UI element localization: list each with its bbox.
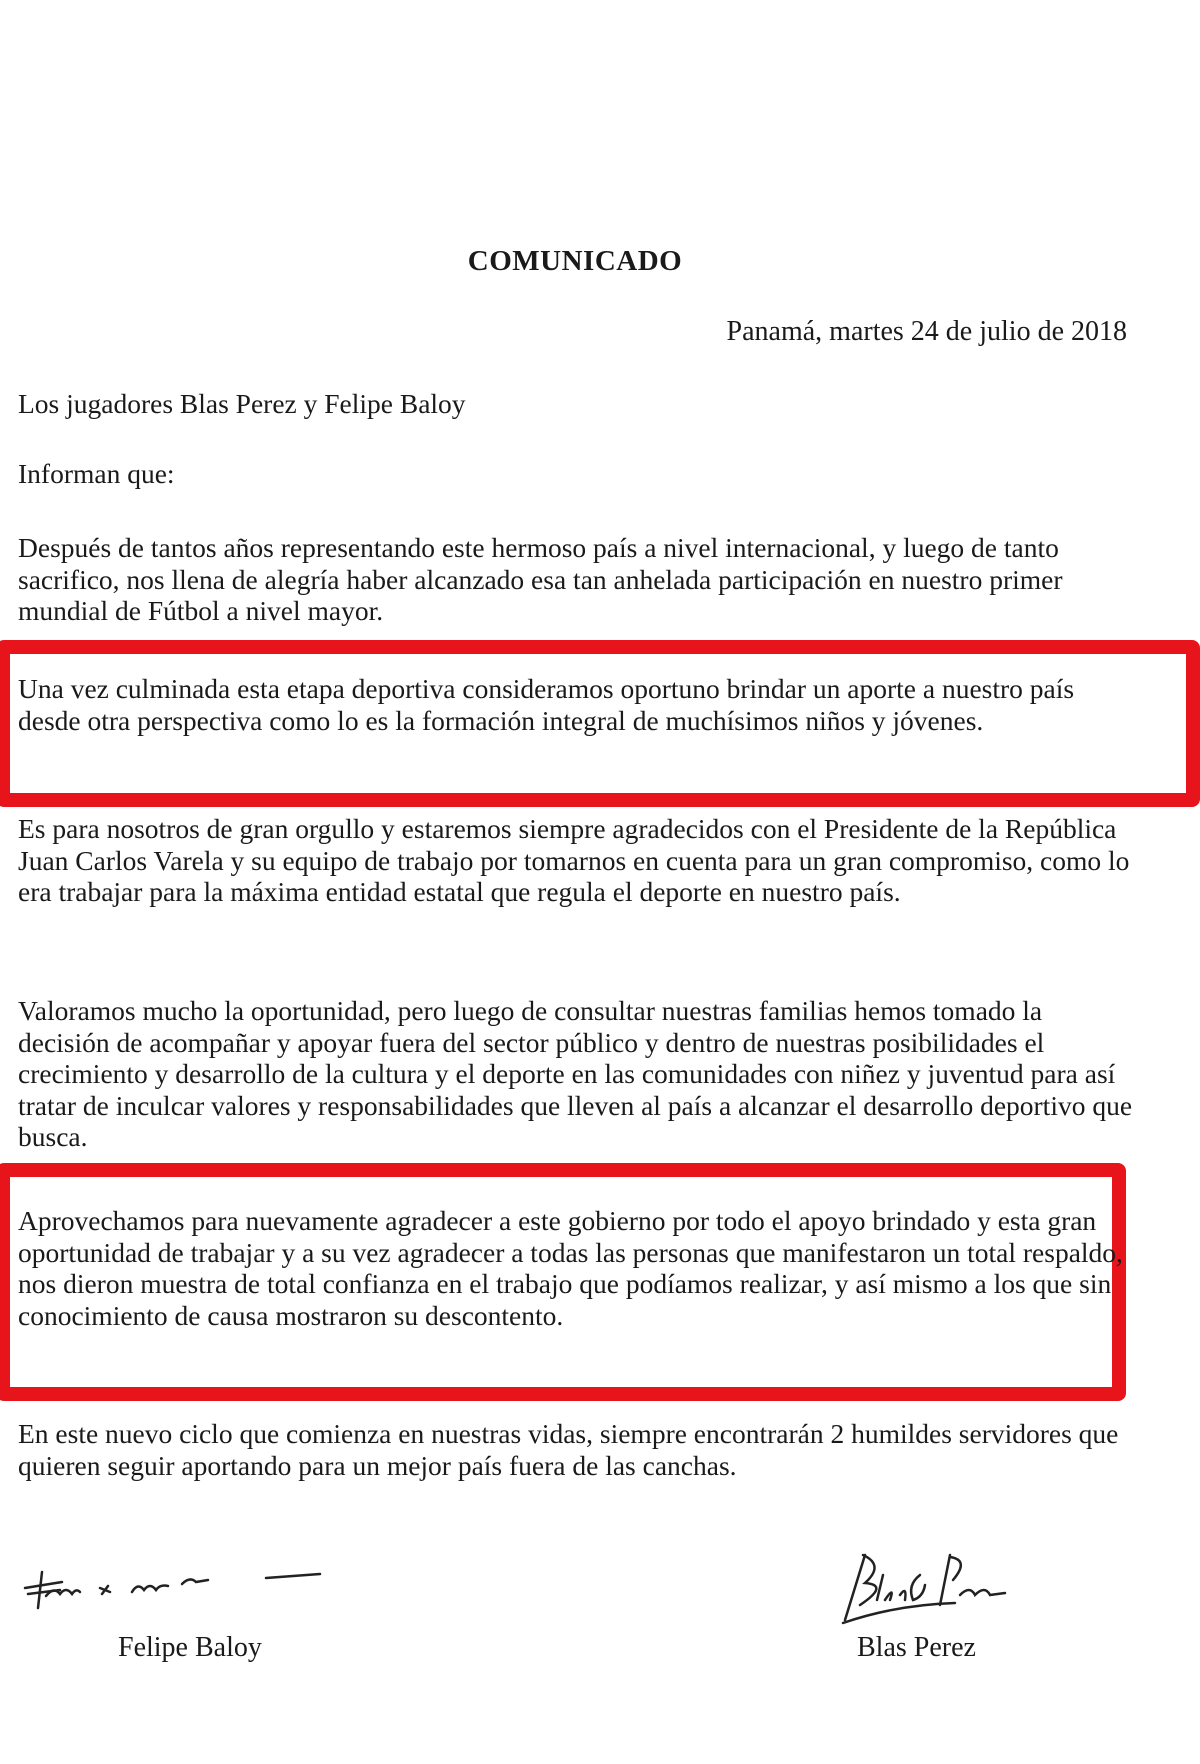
paragraph-6: En este nuevo ciclo que comienza en nuestras vidas, siempre encontrarán 2 humildes servidores que quieren seguir aportando para un mejor país fuera de las canchas. bbox=[18, 1418, 1119, 1481]
paragraph-3: Es para nosotros de gran orgullo y estaremos siempre agradecidos con el Presidente de la República Juan Carlos Varela y su equipo de trabajo por tomarnos en cuenta para un gran compromiso, como lo era trabajar para la máxima entidad estatal que regula el deporte en nuestro país. bbox=[18, 813, 1130, 907]
salutation: Los jugadores Blas Perez y Felipe Baloy bbox=[18, 388, 466, 419]
paragraph-5-highlighted: Aprovechamos para nuevamente agradecer a este gobierno por todo el apoyo brindado y esta gran oportunidad de trabajar y a su vez agradecer a todas las personas que manifestaron un total respaldo, nos dieron muestra de total confianza en el trabajo que podíamos realizar, y así mismo a los que sin conocimiento de causa mostraron su descontento. bbox=[18, 1205, 1123, 1331]
signature-felipe-baloy-icon bbox=[20, 1560, 330, 1620]
document-title: COMUNICADO bbox=[467, 245, 683, 277]
signatory-name-left: Felipe Baloy bbox=[118, 1632, 262, 1663]
paragraph-2-highlighted: Una vez culminada esta etapa deportiva consideramos oportuno brindar un aporte a nuestro país desde otra perspectiva como lo es la formación integral de muchísimos niños y jóvenes. bbox=[18, 673, 1075, 736]
signatory-name-right: Blas Perez bbox=[857, 1632, 976, 1663]
paragraph-1: Después de tantos años representando este hermoso país a nivel internacional, y luego de tanto sacrifico, nos llena de alegría haber alcanzado esa tan anhelada participación en nuestro primer mundial de Fútbol a nivel mayor. bbox=[18, 532, 1063, 626]
intro-line: Informan que: bbox=[18, 458, 175, 489]
dateline: Panamá, martes 24 de julio de 2018 bbox=[726, 316, 1127, 347]
paragraph-4: Valoramos mucho la oportunidad, pero luego de consultar nuestras familias hemos tomado la decisión de acompañar y apoyar fuera del sector público y dentro de nuestras posibilidades el crecimiento y desarrollo de la cultura y el deporte en las comunidades con niñez y juventud para así tratar de inculcar valores y responsabilidades que lleven al país a alcanzar el desarrollo deportivo que busca. bbox=[18, 995, 1133, 1152]
signature-blas-perez-icon bbox=[835, 1545, 1025, 1630]
